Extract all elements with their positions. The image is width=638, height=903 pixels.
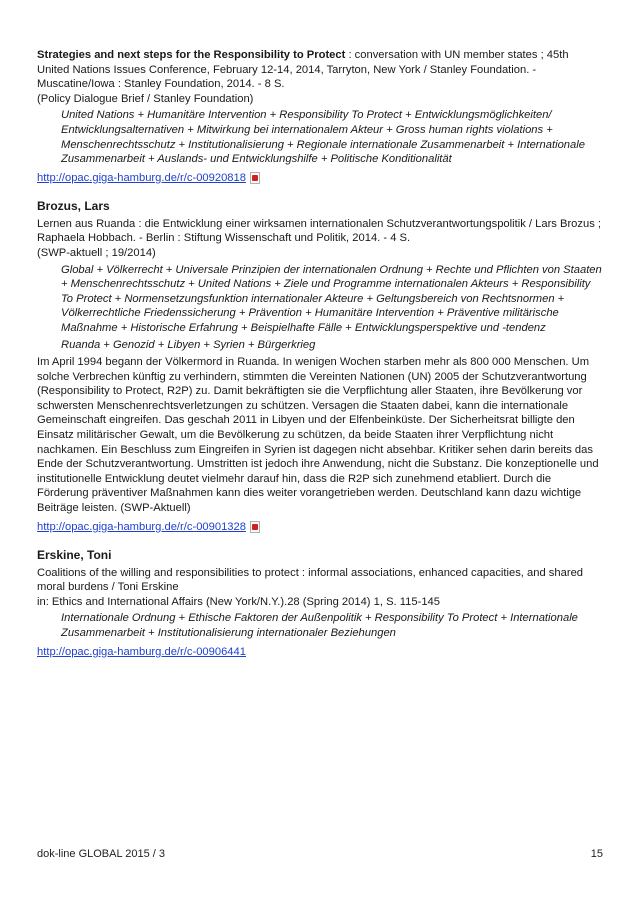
entry-link-line	[37, 520, 603, 534]
entry-citation: Coalitions of the willing and responsibilities to protect : informal associations, enhanced capacities, and shared moral burdens / Toni Erskine	[37, 566, 584, 594]
entry-series: (SWP-aktuell ; 19/2014)	[37, 246, 156, 259]
page-footer	[37, 847, 603, 861]
entry-title: Strategies and next steps for the Responsibility to Protect	[37, 49, 346, 61]
entry-keywords-geo: Ruanda + Genozid + Libyen + Syrien + Bürgerkrieg	[61, 338, 316, 351]
pdf-icon[interactable]	[250, 172, 260, 184]
entry-link-line	[37, 645, 603, 659]
entry-series: (Policy Dialogue Brief / Stanley Foundation)	[37, 92, 254, 105]
opac-link[interactable]: http://opac.giga-hamburg.de/r/c-00920818	[37, 171, 246, 184]
bibliography-entry	[37, 199, 603, 534]
footer-publication: dok-line GLOBAL 2015 / 3	[37, 848, 166, 860]
bibliography-entry	[37, 548, 603, 659]
entry-source: in: Ethics and International Affairs (New York/N.Y.).28 (Spring 2014) 1, S. 115-145	[37, 595, 440, 608]
entry-abstract: Im April 1994 begann der Völkermord in Ruanda. In wenigen Wochen starben mehr als 800 000 Menschen. Um solche Verbrechen künftig zu verhindern, stimmten die Vereinten Nationen (UN) 2005 der Schutzverantwortung (Responsibility to Protect, R2P) zu. Damit bekräftigten sie die Verpflichtung aller Staaten, ihre Bevölkerung vor schwersten Menschenrechtsverletzungen zu schützen. Versagen die Staaten dabei, kann die internationale Gemeinschaft eingreifen. Das geschah 2011 in Libyen und der Elfenbeinküste. Der Sicherheitsrat billigte den Einsatz militärischer Gewalt, um die Bevölkerung zu schützen, da beide Staaten ihrer Verpflichtung nicht nachkamen. Ein Beschluss zum Eingreifen in Syrien ist dagegen nicht absehbar. Kritiker sehen darin bereits das Ende der Schutzverantwortung. Umstritten ist jedoch ihre Anwendung, nicht die Substanz. Die konzeptionelle und institutionelle Entwicklung deutet vielmehr darauf hin, dass die R2P sich zunehmend etabliert. Durch die Förderung präventiver Maßnahmen kann dies weiter vorangetrieben werden. Deutschland kann dazu wichtige Beiträge leisten. (SWP-Aktuell)	[37, 356, 599, 515]
entry-keywords: Internationale Ordnung + Ethische Faktoren der Außenpolitik + Responsibility To Protect + Internationale Zusammenarbeit + Institutionalisierung internationaler Beziehungen	[61, 612, 578, 639]
entry-author: Brozus, Lars	[37, 198, 110, 213]
entry-citation	[37, 48, 603, 92]
document-page	[37, 48, 603, 673]
opac-link[interactable]: http://opac.giga-hamburg.de/r/c-00906441	[37, 645, 246, 658]
bibliography-entry	[37, 48, 603, 185]
entry-citation: Lernen aus Ruanda : die Entwicklung einer wirksamen internationalen Schutzverantwortungspolitik / Lars Brozus ; Raphaela Hobbach. - Berlin : Stiftung Wissenschaft und Politik, 2014. - 4 S.	[37, 217, 602, 245]
pdf-icon[interactable]	[250, 521, 260, 533]
entry-citation-rest: : conversation with UN member states ; 45th United Nations Issues Conference, February 12-14, 2014, Tarryton, New York / Stanley Foundation. - Muscatine/Iowa : Stanley Foundation, 2014. - 8 S.	[37, 49, 569, 91]
entry-keywords: United Nations + Humanitäre Intervention + Responsibility To Protect + Entwicklungsmöglichkeiten/ Entwicklungsalternativen + Mitwirkung bei internationalem Akteur + Gross human rights violations + Menschenrechtsschutz + Institutionalisierung + Regionale internationale Zusammenarbeit + Internationale Zusammenarbeit + Auslands- und Entwicklungshilfe + Politische Konditionalität	[61, 109, 585, 166]
entry-author: Erskine, Toni	[37, 547, 112, 562]
entry-keywords: Global + Völkerrecht + Universale Prinzipien der internationalen Ordnung + Rechte und Pflichten von Staaten + Menschenrechtsschutz + United Nations + Ziele und Programme internationalen Akteurs + Responsibility To Protect + Normensetzungsfunktion internationaler Akteure + Geltungsbereich von Rechtsnormen + Völkerrechtliche Friedenssicherung + Prävention + Humanitäre Intervention + Präventive militärische Maßnahme + Historische Erfahrung + Beispielhafte Fälle + Entwicklungsperspektive und -tendenz	[61, 263, 602, 334]
page-number: 15	[590, 848, 603, 860]
opac-link[interactable]: http://opac.giga-hamburg.de/r/c-00901328	[37, 520, 246, 533]
entry-link-line	[37, 171, 603, 185]
